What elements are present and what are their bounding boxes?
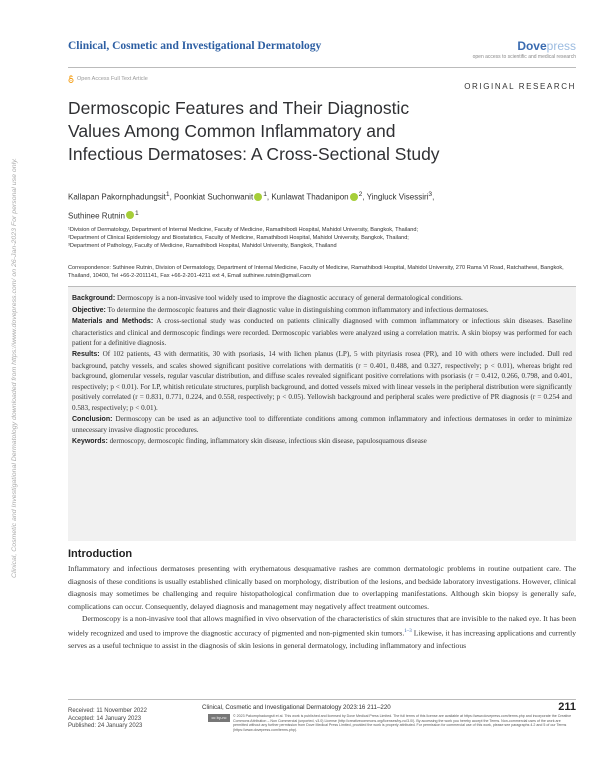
introduction-heading: Introduction — [68, 548, 133, 560]
cc-license-icon[interactable]: cc by-nc — [208, 714, 230, 722]
watermark-text: Clinical, Cosmetic and Investigational Dermatology downloaded from https://www.dovepress.com/ on 26-Jan-2023 For personal use only. — [12, 214, 18, 578]
title-line: Infectious Dermatoses: A Cross-Sectional Study — [68, 144, 440, 164]
citation-ref[interactable]: 1–3 — [404, 628, 412, 634]
paragraph: Inflammatory and infectious dermatoses presenting with erythematous desquamative rashes are common dermatologic problems in routine outpatient care. The diagnosis of these conditions is usually established clinically based on morphology, distribution of the lesions, and bedside laboratory investigations. However, clinical diagnosis may sometimes be challenging and require histopathological confirmation due to overlapping manifestations. Although skin biopsy is generally safe, complications can occur. Consequently, delayed diagnosis and management may negatively affect treatment outcomes. — [68, 564, 576, 611]
abstract-conclusion: Conclusion: Dermoscopy can be used as an adjunctive tool to differentiate conditions among common inflammatory and infectious dermatoses in order to minimize unnecessary invasive diagnostic procedures. — [72, 414, 572, 435]
open-access-icon — [68, 75, 74, 83]
abstract-methods: Materials and Methods: A cross-sectional study was conducted on patients clinically diagnosed with common inflammatory or infectious skin diseases. Baseline characteristics and clinical and dermoscopic findings were recorded. Dermoscopic variables were analyzed using a correlation matrix. A skin biopsy was performed for each patient for a definitive diagnosis. — [72, 317, 572, 348]
author-list: Kallapan Pakornphadungsit$^1$, Poonkiat Suchonwanit $^1$, Kunlawat Thadanipon $^2$, Yingluck Visessiri$^3$, Suthinee Rutnin $^1$ — [68, 191, 435, 221]
affiliation: ¹Division of Dermatology, Department of Internal Medicine, Faculty of Medicine, Ramathibodi Hospital, Mahidol University, Bangkok, Thailand; — [68, 227, 419, 233]
license-text: © 2023 Pakornphadungsit et al. This work is published and licensed by Dove Medical Press Limited. The full terms of this license are available at https://www.dovepress.com/terms.php and incorporate the Creative Commons Attribution – Non Commercial (unported, v3.0) License (http://creativecommons.org/licenses/by-nc/3.0/). By accessing the work you hereby accept the Terms. Non-commercial uses of the work are permitted without any further permission from Dove Medical Press Limited, provided the work is properly attributed. For permission for commercial use of this work, please see paragraphs 4.2 and 5 of our Terms (https://www.dovepress.com/terms.php). — [233, 714, 572, 732]
author-name[interactable]: Poonkiat Suchonwanit — [174, 192, 254, 202]
author-name[interactable]: Suthinee Rutnin — [68, 211, 125, 221]
open-access-badge — [68, 75, 148, 83]
affiliation: ²Department of Clinical Epidemiology and Biostatistics, Faculty of Medicine, Ramathibodi Hospital, Mahidol University, Bangkok, Thailand; — [68, 235, 409, 242]
affiliations — [68, 226, 418, 251]
abstract-box — [68, 287, 576, 541]
orcid-icon[interactable] — [126, 211, 134, 219]
brand-dove: Dove — [517, 39, 547, 53]
title-line: Values Among Common Inflammatory and — [68, 121, 396, 141]
license-block — [208, 714, 576, 732]
correspondence: Correspondence: Suthinee Rutnin, Division of Dermatology, Department of Internal Medicine, Faculty of Medicine, Ramathibodi Hospital, Mahidol University, 270 Rama VI Road, Ratchathewi, Bangkok, Thailand, 10400, Tel +66-2-2011141, Fax +66-2-201-4211 ext 4, Email suthinee.rutnin@gmail.com — [68, 265, 564, 280]
publication-dates: Received: 11 November 2022 Accepted: 14 January 2023 Published: 24 January 2023 — [68, 708, 147, 730]
article-title — [68, 97, 538, 166]
affiliation: ³Department of Pathology, Faculty of Medicine, Ramathibodi Hospital, Mahidol University, Bangkok, Thailand — [68, 243, 337, 250]
author-name[interactable]: Yingluck Visessiri — [366, 192, 429, 202]
introduction-body — [68, 563, 576, 653]
abstract-objective: Objective: To determine the dermoscopic features and their diagnostic value in distinguishing common inflammatory and infectious dermatoses. — [72, 305, 489, 314]
publisher-tagline: open access to scientific and medical research — [472, 54, 576, 60]
page-number: 211 — [558, 701, 576, 713]
footer-divider — [68, 699, 576, 700]
abstract-keywords: Keywords: dermoscopy, dermoscopic finding, inflammatory skin disease, infectious skin disease, papulosquamous disease — [72, 436, 427, 445]
header-divider — [68, 67, 576, 68]
article-type: ORIGINAL RESEARCH — [464, 82, 576, 91]
download-watermark — [2, 150, 34, 580]
brand-press: press — [546, 39, 576, 53]
paragraph: Dermoscopy is a non-invasive tool that allows magnified in vivo observation of the characteristics of skin structures that are invisible to the naked eye. It has been widely recognized and used to improve the diagnostic accuracy of pigmented and non-pigmented skin tumors.$^{1-3}$ Likewise, it has increasing applications and currently serves as a useful technique to assist in the diagnosis of skin lesions in general dermatology, including inflammatory and infectious — [68, 614, 576, 651]
open-access-label: Open Access Full Text Article — [77, 76, 148, 82]
author-name[interactable]: Kunlawat Thadanipon — [271, 192, 349, 202]
journal-title: Clinical, Cosmetic and Investigational Dermatology — [68, 40, 322, 52]
author-name[interactable]: Kallapan Pakornphadungsit — [68, 192, 166, 202]
abstract-results: Results: Of 102 patients, 43 with dermatitis, 30 with psoriasis, 14 with lichen planus (LP), 5 with pityriasis rosea (PR), and 10 with others were included. Dull red background, patchy vessels, and scales showed significant positive correlations with dermatitis (r = 0.401, 0.488, and 0.327, respectively; p < 0.01), whereas bright red background, glomerular vessels, regular vascular distribution, and diffuse scales revealed significant positive correlations with psoriasis (r = 0.412, 0.266, 0.798, and 0.401, respectively; p < 0.01). For LP, whitish reticulate structures, purplish background, and dotted vessels mixed with linear vessels in the peripheral distribution were significantly positively correlated (r = 0.831, 0.771, 0.224, and 0.558, respectively; p < 0.05). Yellowish background and peripheral scales were predictive of PR diagnosis (r = 0.254 and 0.583, respectively; p < 0.01). — [72, 349, 572, 412]
orcid-icon[interactable] — [350, 193, 358, 201]
publisher-logo — [517, 39, 576, 53]
footer-citation: Clinical, Cosmetic and Investigational Dermatology 2023:16 211–220 — [202, 704, 391, 711]
orcid-icon[interactable] — [254, 193, 262, 201]
abstract-background: Background: Dermoscopy is a non-invasive tool widely used to improve the diagnostic accuracy of general dermatological conditions. — [72, 294, 463, 302]
title-line: Dermoscopic Features and Their Diagnostic — [68, 98, 410, 118]
